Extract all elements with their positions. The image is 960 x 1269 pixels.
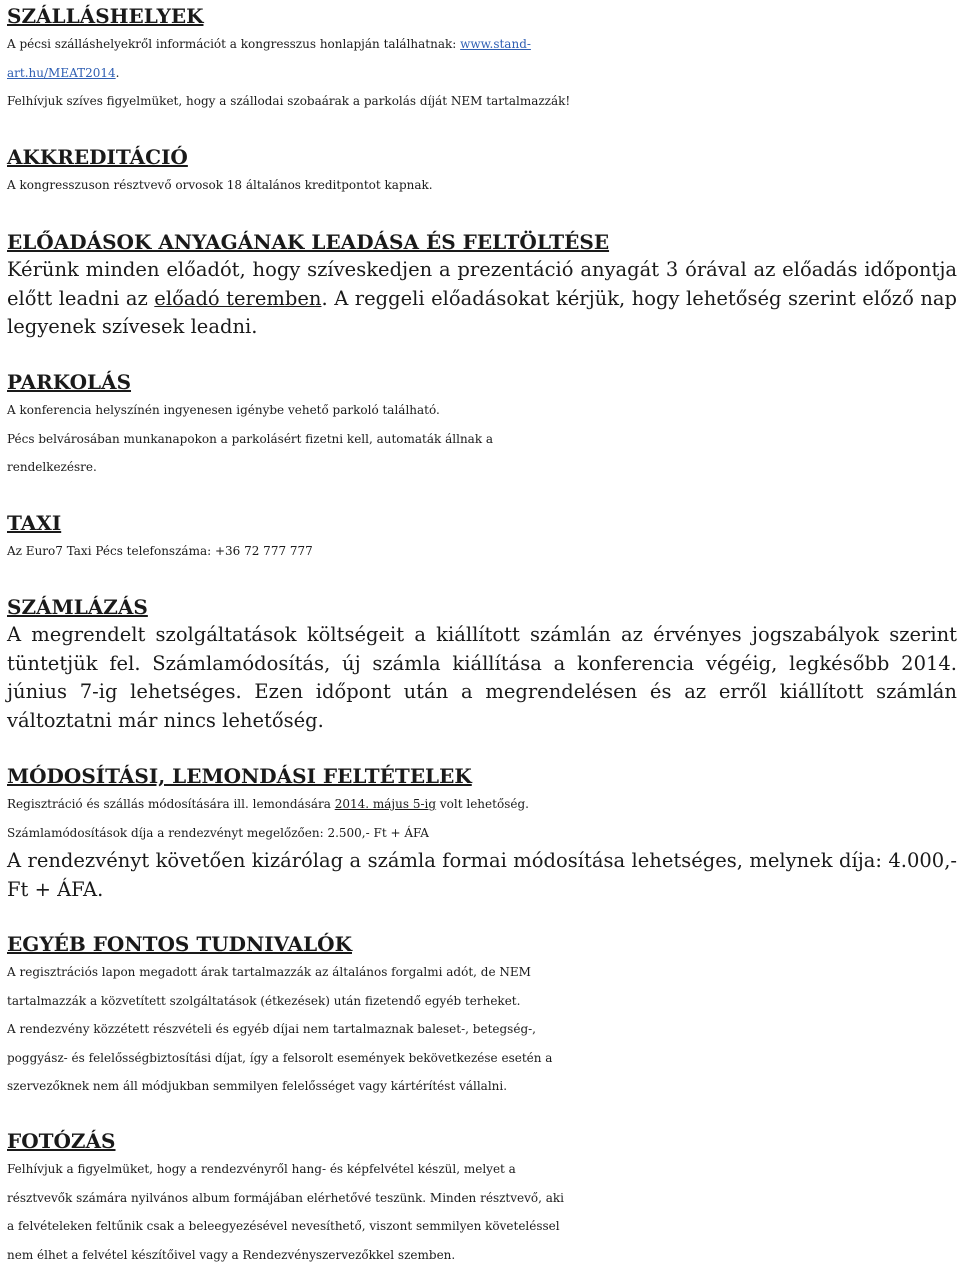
paragraph-line: A kongresszuson résztvevő orvosok 18 általános kreditpontot kapnak.	[7, 171, 957, 200]
section-akkreditacio	[7, 143, 957, 200]
paragraph-line: A konferencia helyszínén ingyenesen igénybe vehető parkoló található.	[7, 396, 957, 425]
section-heading: TAXI	[7, 509, 957, 537]
paragraph-line: A regisztrációs lapon megadott árak tartalmazzák az általános forgalmi adót, de NEM	[7, 958, 957, 987]
paragraph-line	[7, 30, 957, 59]
section-heading: SZÁLLÁSHELYEK	[7, 2, 957, 30]
section-heading: ELŐADÁSOK ANYAGÁNAK LEADÁSA ÉS FELTÖLTÉSE	[7, 228, 957, 256]
website-link[interactable]: art.hu/MEAT2014	[7, 66, 116, 80]
paragraph-line: Számlamódosítások díja a rendezvényt megelőzően: 2.500,- Ft + ÁFA	[7, 819, 957, 848]
text: . A reggeli előadásokat kérjük, hogy lehetőség szerint előző nap legyenek szívesek leadni.	[7, 287, 957, 339]
section-parkolas	[7, 368, 957, 482]
paragraph-line: rendelkezésre.	[7, 453, 957, 482]
text: Regisztráció és szállás módosítására ill. lemondására	[7, 797, 335, 811]
underlined-date: 2014. május 5-ig	[335, 797, 436, 811]
paragraph-line: Az Euro7 Taxi Pécs telefonszáma: +36 72 777 777	[7, 537, 957, 566]
paragraph-line	[7, 59, 957, 88]
paragraph: A megrendelt szolgáltatások költségeit a kiállított számlán az érvényes jogszabályok szerint tüntetjük fel. Számlamódosítás, új számla kiállítása a konferencia végéig, legkésőbb 2014. június 7-ig lehetséges. Ezen időpont után a megrendelésen és az erről kiállított számlán változtatni már nincs lehetőség.	[7, 621, 957, 735]
paragraph-line: tartalmazzák a közvetített szolgáltatások (étkezések) után fizetendő egyéb terheket.	[7, 987, 957, 1016]
paragraph-line: Felhívjuk a figyelmüket, hogy a rendezvényről hang- és képfelvétel készül, melyet a	[7, 1155, 957, 1184]
paragraph-line: A rendezvény közzétett részvételi és egyéb díjai nem tartalmaznak baleset-, betegség-,	[7, 1015, 957, 1044]
section-fotozas	[7, 1127, 957, 1269]
text: .	[116, 66, 120, 80]
section-eloadasok	[7, 228, 957, 342]
section-heading: MÓDOSÍTÁSI, LEMONDÁSI FELTÉTELEK	[7, 762, 957, 790]
paragraph-line: szervezőknek nem áll módjukban semmilyen felelősséget vagy kártérítést vállalni.	[7, 1072, 957, 1101]
paragraph-line	[7, 790, 957, 819]
section-szamlazas	[7, 593, 957, 735]
paragraph: A rendezvényt követően kizárólag a számla formai módosítása lehetséges, melynek díja: 4.000,- Ft + ÁFA.	[7, 847, 957, 904]
paragraph-line: nem élhet a felvétel készítőivel vagy a Rendezvényszervezőkkel szemben.	[7, 1241, 957, 1269]
section-heading: FOTÓZÁS	[7, 1127, 957, 1155]
paragraph-line: Felhívjuk szíves figyelmüket, hogy a szállodai szobaárak a parkolás díját NEM tartalmazzák!	[7, 87, 957, 116]
section-taxi	[7, 509, 957, 566]
section-heading: EGYÉB FONTOS TUDNIVALÓK	[7, 930, 957, 958]
text: volt lehetőség.	[436, 797, 529, 811]
paragraph-line: poggyász- és felelősségbiztosítási díjat, így a felsorolt események bekövetkezése esetén a	[7, 1044, 957, 1073]
paragraph-line: a felvételeken feltűnik csak a beleegyezésével nevesíthető, viszont semmilyen követeléssel	[7, 1212, 957, 1241]
paragraph-line: résztvevők számára nyilvános album formájában elérhetővé teszünk. Minden résztvevő, aki	[7, 1184, 957, 1213]
text: A pécsi szálláshelyekről információt a kongresszus honlapján találhatnak:	[7, 37, 460, 51]
underlined-text: előadó teremben	[154, 287, 321, 310]
section-szallashelyek	[7, 2, 957, 116]
section-egyeb	[7, 930, 957, 1101]
text: Kérünk minden előadót, hogy szíveskedjen a prezentáció anyagát 3 órával az előadás időpontja előtt leadni az	[7, 258, 957, 310]
section-modositas	[7, 762, 957, 904]
section-heading: SZÁMLÁZÁS	[7, 593, 957, 621]
section-heading: PARKOLÁS	[7, 368, 957, 396]
paragraph-line: Pécs belvárosában munkanapokon a parkolásért fizetni kell, automaták állnak a	[7, 425, 957, 454]
website-link[interactable]: www.stand-	[460, 37, 531, 51]
paragraph	[7, 256, 957, 342]
section-heading: AKKREDITÁCIÓ	[7, 143, 957, 171]
